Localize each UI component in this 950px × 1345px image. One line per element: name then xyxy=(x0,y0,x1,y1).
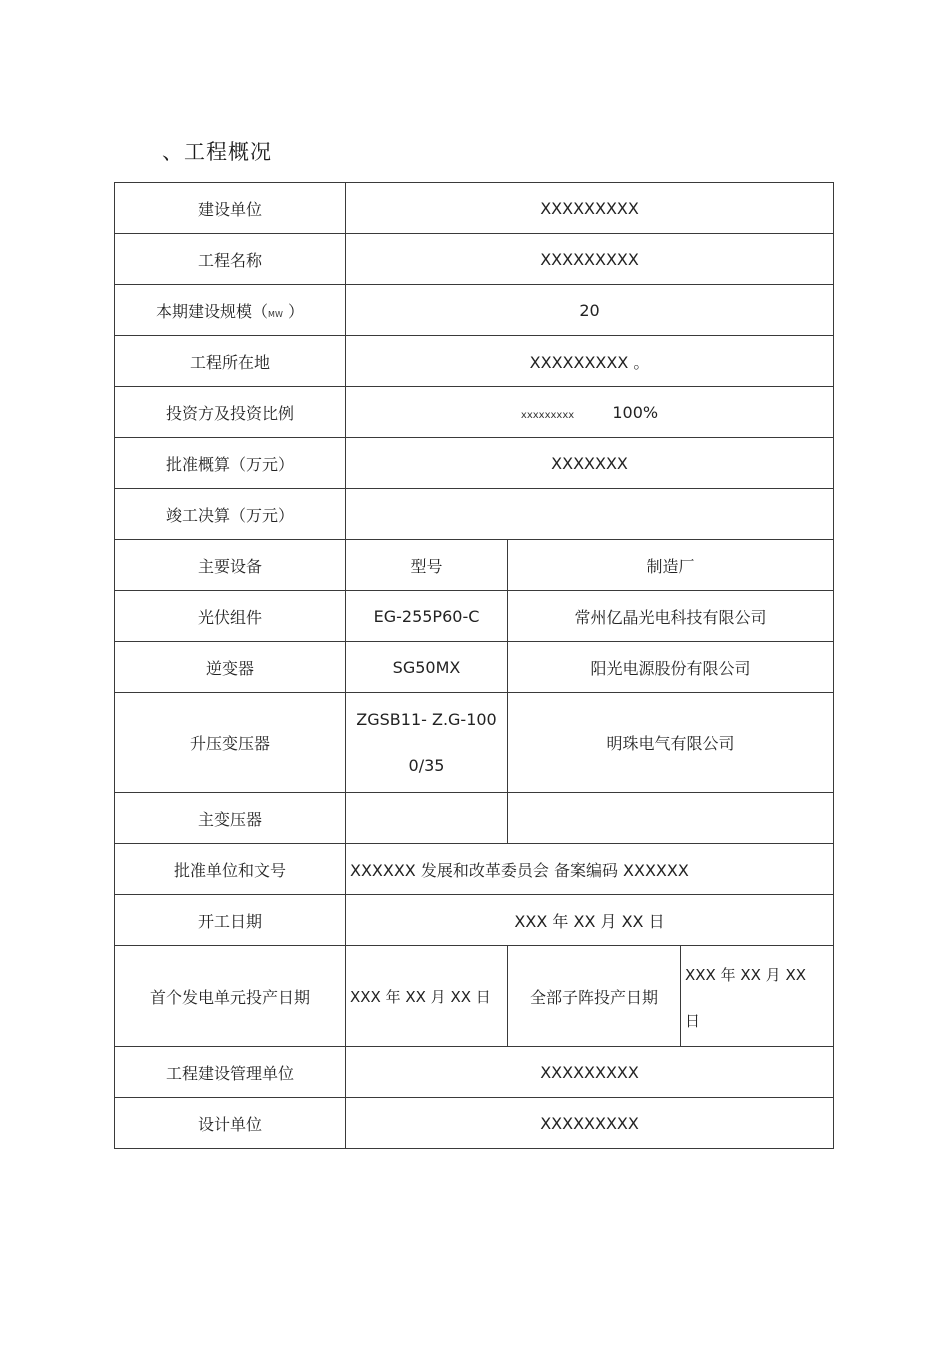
model-step-up-line2: 0/35 xyxy=(408,755,445,775)
maker-inverter: 阳光电源股份有限公司 xyxy=(508,642,834,693)
row-scale xyxy=(115,285,834,336)
label-approval: 批准单位和文号 xyxy=(115,844,346,895)
investor-ratio: 100% xyxy=(612,402,659,422)
row-pv-module xyxy=(115,591,834,642)
row-first-unit xyxy=(115,946,834,1047)
maker-pv-module: 常州亿晶光电科技有限公司 xyxy=(508,591,834,642)
row-project-name xyxy=(115,234,834,285)
row-step-up-transformer xyxy=(115,693,834,793)
row-management xyxy=(115,1047,834,1098)
row-start-date xyxy=(115,895,834,946)
row-location xyxy=(115,336,834,387)
header-model: 型号 xyxy=(346,540,508,591)
maker-main-transformer xyxy=(508,793,834,844)
model-inverter: SG50MX xyxy=(346,642,508,693)
label-scale xyxy=(115,285,346,336)
value-first-unit: XXX 年 XX 月 XX 日 xyxy=(346,946,508,1047)
row-approved-budget xyxy=(115,438,834,489)
row-main-transformer xyxy=(115,793,834,844)
model-step-up-line1: ZGSB11- Z.G-100 xyxy=(356,709,497,729)
investor-name: xxxxxxxxx xyxy=(520,409,575,421)
value-approval: XXXXXX 发展和改革委员会 备案编码 XXXXXX xyxy=(346,844,834,895)
label-final-account: 竣工决算（万元） xyxy=(115,489,346,540)
label-scale-close: ） xyxy=(287,301,304,321)
label-management: 工程建设管理单位 xyxy=(115,1047,346,1098)
row-final-account xyxy=(115,489,834,540)
project-overview-table xyxy=(114,182,834,1149)
value-approved-budget: XXXXXXX xyxy=(346,438,834,489)
model-main-transformer xyxy=(346,793,508,844)
value-design: XXXXXXXXX xyxy=(346,1098,834,1149)
value-all-subarrays xyxy=(681,946,834,1047)
row-inverter xyxy=(115,642,834,693)
label-first-unit: 首个发电单元投产日期 xyxy=(115,946,346,1047)
row-investor xyxy=(115,387,834,438)
label-scale-text: 本期建设规模（ xyxy=(156,301,269,321)
label-pv-module: 光伏组件 xyxy=(115,591,346,642)
value-project-name: XXXXXXXXX xyxy=(346,234,834,285)
label-project-name: 工程名称 xyxy=(115,234,346,285)
model-step-up-transformer xyxy=(346,693,508,793)
label-inverter: 逆变器 xyxy=(115,642,346,693)
value-investor xyxy=(346,387,834,438)
section-title: 、工程概况 xyxy=(162,140,272,164)
row-approval xyxy=(115,844,834,895)
value-builder: XXXXXXXXX xyxy=(346,183,834,234)
value-final-account xyxy=(346,489,834,540)
label-equipment: 主要设备 xyxy=(115,540,346,591)
value-all-subarrays-line2: 日 xyxy=(685,1012,701,1030)
model-pv-module: EG-255P60-C xyxy=(346,591,508,642)
label-main-transformer: 主变压器 xyxy=(115,793,346,844)
label-start-date: 开工日期 xyxy=(115,895,346,946)
label-builder: 建设单位 xyxy=(115,183,346,234)
value-scale: 20 xyxy=(346,285,834,336)
value-management: XXXXXXXXX xyxy=(346,1047,834,1098)
label-step-up-transformer: 升压变压器 xyxy=(115,693,346,793)
row-builder xyxy=(115,183,834,234)
value-all-subarrays-line1: XXX 年 XX 月 XX xyxy=(685,966,807,984)
value-start-date: XXX 年 XX 月 XX 日 xyxy=(346,895,834,946)
label-approved-budget: 批准概算（万元） xyxy=(115,438,346,489)
label-scale-unit: MW xyxy=(268,309,283,319)
value-location: XXXXXXXXX 。 xyxy=(346,336,834,387)
row-equipment-header xyxy=(115,540,834,591)
row-design xyxy=(115,1098,834,1149)
label-all-subarrays: 全部子阵投产日期 xyxy=(508,946,681,1047)
label-design: 设计单位 xyxy=(115,1098,346,1149)
header-maker: 制造厂 xyxy=(508,540,834,591)
label-investor: 投资方及投资比例 xyxy=(115,387,346,438)
maker-step-up-transformer: 明珠电气有限公司 xyxy=(508,693,834,793)
label-location: 工程所在地 xyxy=(115,336,346,387)
